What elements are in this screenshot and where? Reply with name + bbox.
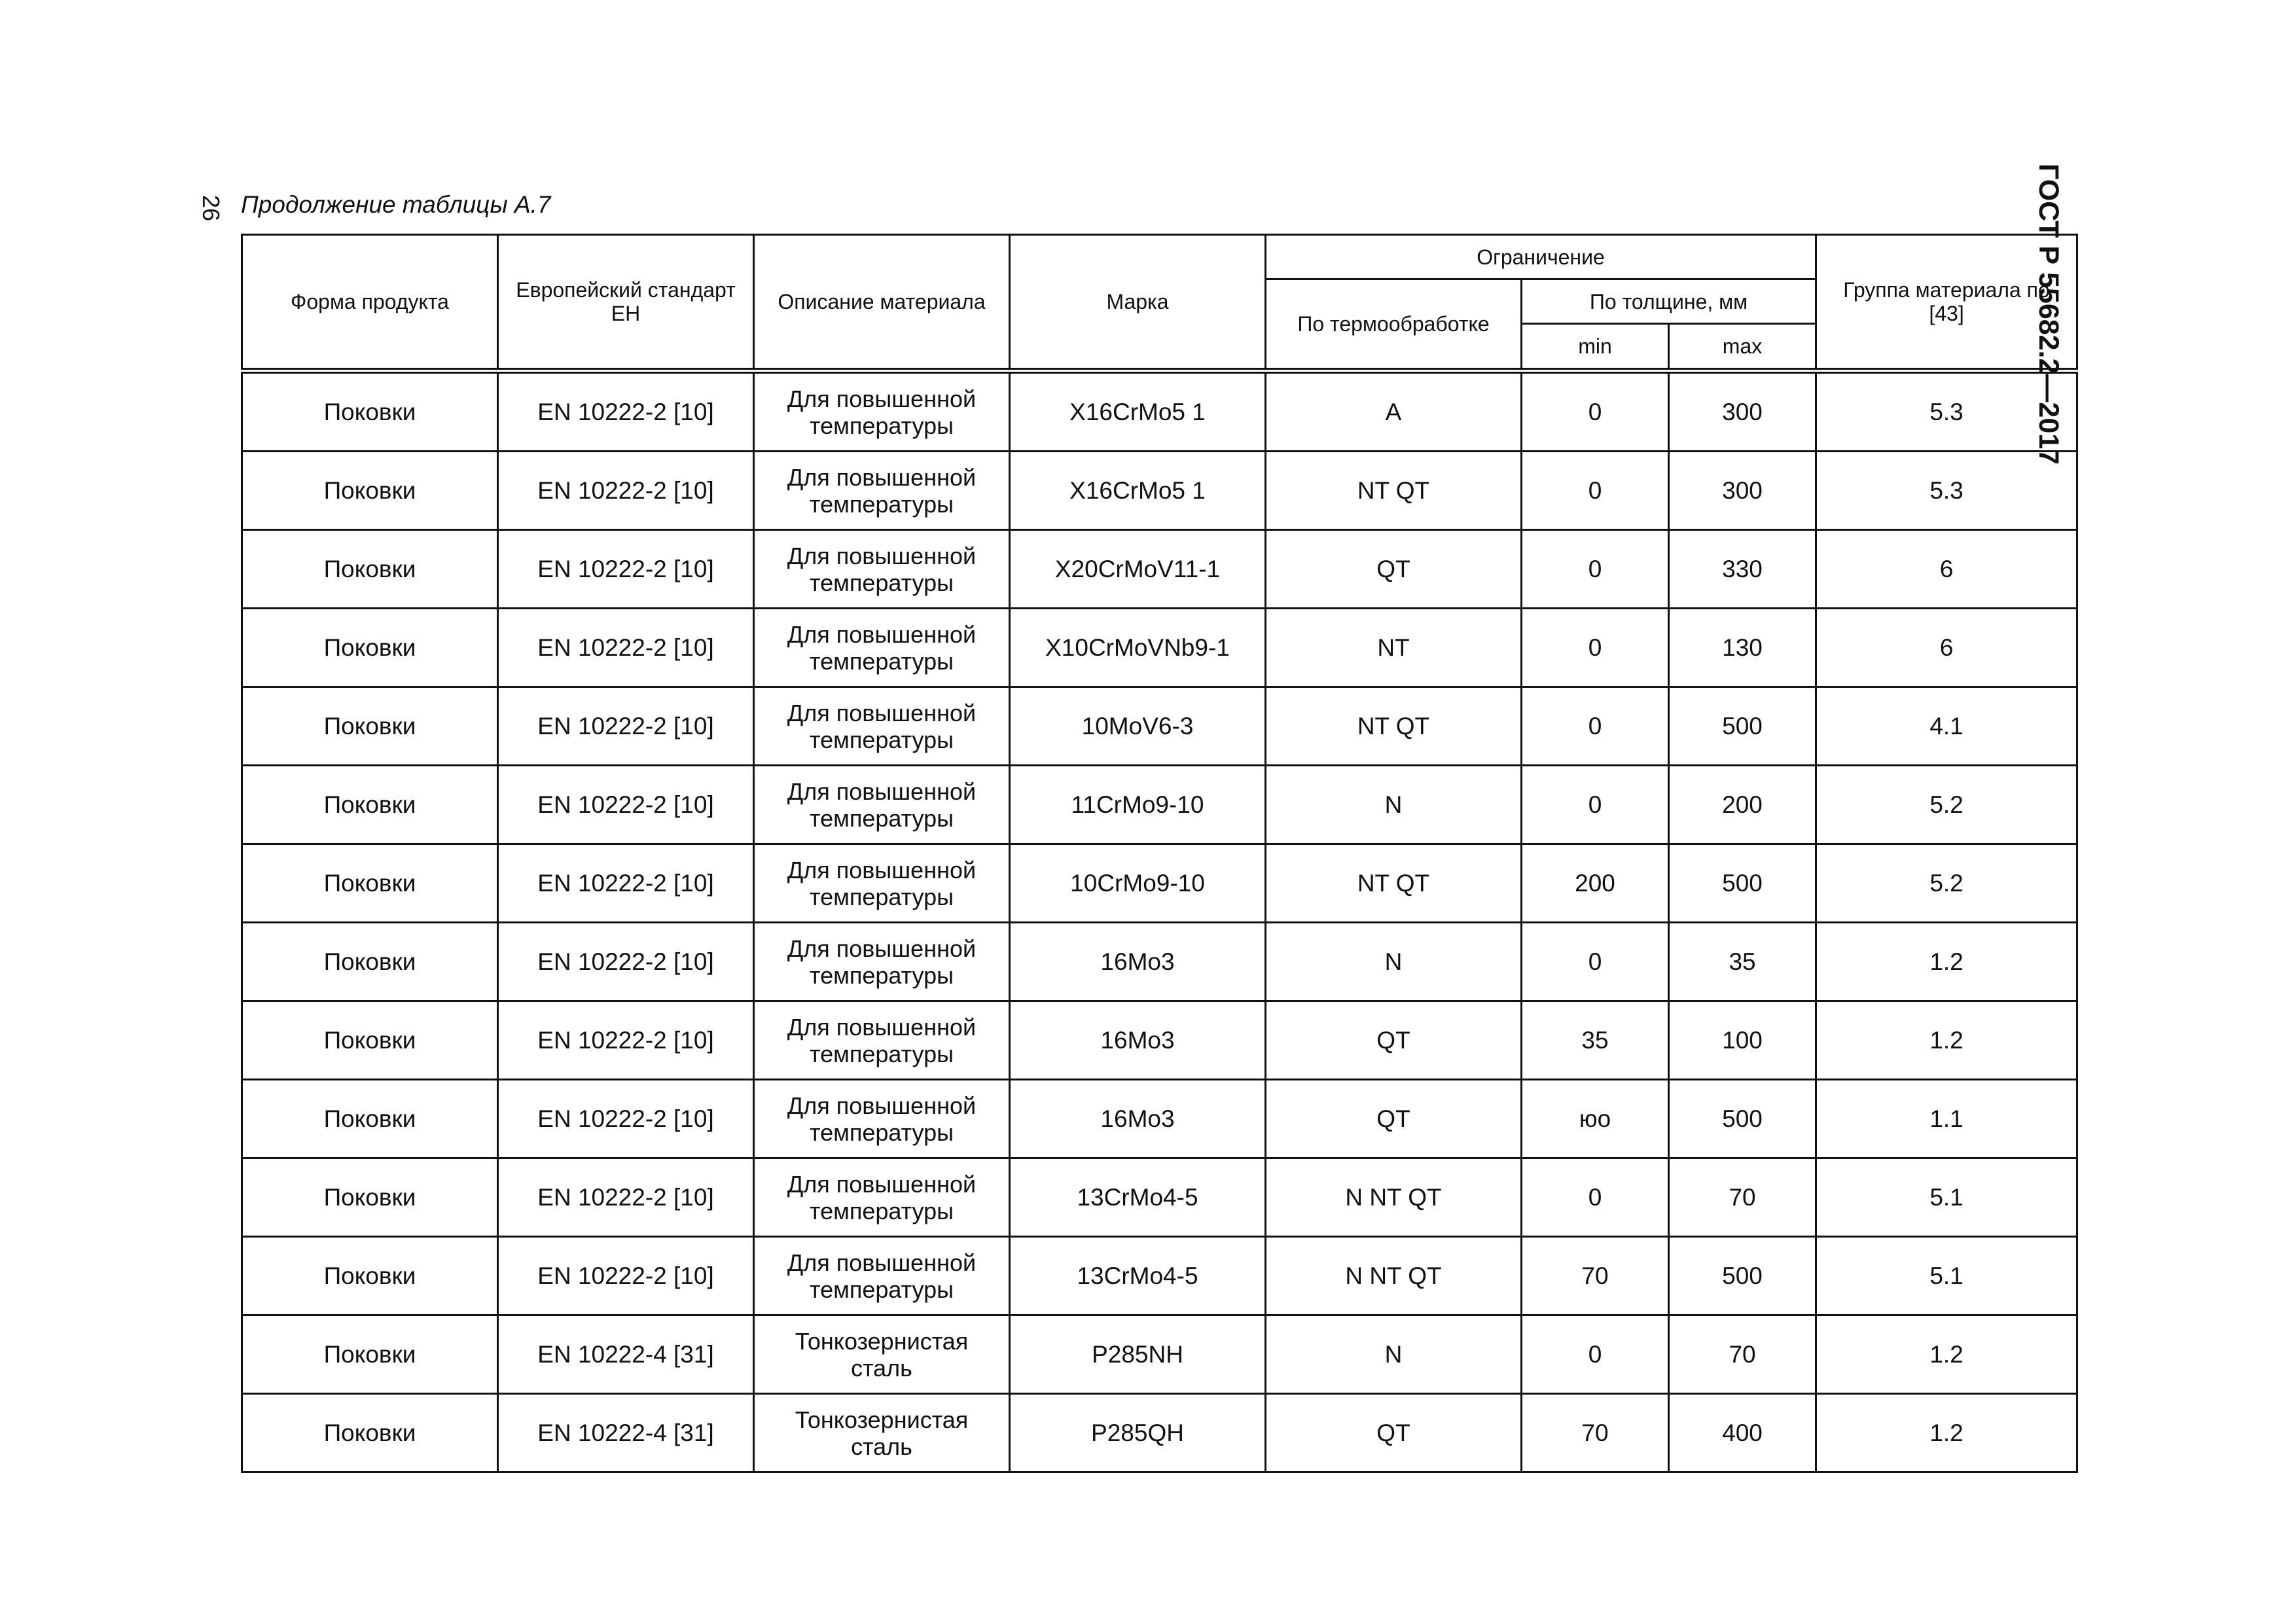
cell-thickness-max: 500 (1669, 687, 1816, 766)
cell-thickness-max: 35 (1669, 923, 1816, 1001)
cell-description: Для повышенной температуры (754, 452, 1010, 530)
cell-material-group: 6 (1816, 609, 2077, 687)
cell-product-form: Поковки (242, 609, 498, 687)
cell-product-form: Поковки (242, 766, 498, 844)
cell-material-group: 1.2 (1816, 1001, 2077, 1080)
table-row (242, 530, 2077, 609)
cell-description: Для повышенной температуры (754, 766, 1010, 844)
cell-description: Для повышенной температуры (754, 530, 1010, 609)
table-row (242, 844, 2077, 923)
cell-standard: EN 10222-4 [31] (498, 1315, 754, 1394)
cell-heat-treatment: A (1266, 371, 1522, 452)
header-material-description: Описание материала (754, 235, 1010, 371)
cell-thickness-min: 70 (1522, 1237, 1669, 1315)
cell-material-group: 1.2 (1816, 1394, 2077, 1472)
cell-heat-treatment: N NT QT (1266, 1237, 1522, 1315)
cell-heat-treatment: NT (1266, 609, 1522, 687)
cell-thickness-min: 0 (1522, 371, 1669, 452)
cell-description: Для повышенной температуры (754, 1001, 1010, 1080)
cell-thickness-max: 130 (1669, 609, 1816, 687)
header-limitation: Ограничение (1266, 235, 1816, 279)
cell-material-group: 1.2 (1816, 923, 2077, 1001)
cell-heat-treatment: N (1266, 923, 1522, 1001)
cell-description: Тонкозернистая сталь (754, 1394, 1010, 1472)
cell-heat-treatment: QT (1266, 1080, 1522, 1158)
cell-material-group: 4.1 (1816, 687, 2077, 766)
cell-description: Для повышенной температуры (754, 1237, 1010, 1315)
cell-heat-treatment: NT QT (1266, 844, 1522, 923)
table-row (242, 1237, 2077, 1315)
cell-description: Для повышенной температуры (754, 923, 1010, 1001)
cell-standard: EN 10222-4 [31] (498, 1394, 754, 1472)
cell-product-form: Поковки (242, 687, 498, 766)
header-by-thickness: По толщине, мм (1522, 279, 1816, 324)
cell-description: Для повышенной температуры (754, 609, 1010, 687)
header-max: max (1669, 324, 1816, 371)
cell-heat-treatment: QT (1266, 1394, 1522, 1472)
cell-thickness-max: 500 (1669, 1237, 1816, 1315)
cell-thickness-max: 200 (1669, 766, 1816, 844)
cell-product-form: Поковки (242, 1315, 498, 1394)
cell-description: Для повышенной температуры (754, 1080, 1010, 1158)
header-product-form: Форма продукта (242, 235, 498, 371)
cell-product-form: Поковки (242, 1237, 498, 1315)
cell-thickness-min: 0 (1522, 766, 1669, 844)
cell-grade: X20CrMoV11-1 (1010, 530, 1266, 609)
cell-product-form: Поковки (242, 1001, 498, 1080)
cell-grade: 16Mo3 (1010, 1001, 1266, 1080)
cell-heat-treatment: QT (1266, 530, 1522, 609)
cell-standard: EN 10222-2 [10] (498, 766, 754, 844)
cell-standard: EN 10222-2 [10] (498, 530, 754, 609)
cell-thickness-min: юо (1522, 1080, 1669, 1158)
cell-thickness-min: 35 (1522, 1001, 1669, 1080)
table-row (242, 687, 2077, 766)
cell-standard: EN 10222-2 [10] (498, 687, 754, 766)
cell-product-form: Поковки (242, 371, 498, 452)
cell-product-form: Поковки (242, 1394, 498, 1472)
table-row (242, 1315, 2077, 1394)
header-by-heat-treatment: По термообработке (1266, 279, 1522, 371)
cell-description: Для повышенной температуры (754, 371, 1010, 452)
cell-description: Для повышенной температуры (754, 687, 1010, 766)
cell-standard: EN 10222-2 [10] (498, 609, 754, 687)
cell-material-group: 1.1 (1816, 1080, 2077, 1158)
cell-standard: EN 10222-2 [10] (498, 1237, 754, 1315)
cell-material-group: 6 (1816, 530, 2077, 609)
cell-thickness-min: 0 (1522, 609, 1669, 687)
table-row (242, 1158, 2077, 1237)
cell-thickness-min: 0 (1522, 923, 1669, 1001)
cell-thickness-max: 500 (1669, 1080, 1816, 1158)
table-row (242, 371, 2077, 452)
cell-product-form: Поковки (242, 923, 498, 1001)
cell-product-form: Поковки (242, 452, 498, 530)
cell-grade: X10CrMoVNb9-1 (1010, 609, 1266, 687)
cell-standard: EN 10222-2 [10] (498, 1001, 754, 1080)
cell-material-group: 5.2 (1816, 844, 2077, 923)
cell-standard: EN 10222-2 [10] (498, 844, 754, 923)
cell-standard: EN 10222-2 [10] (498, 452, 754, 530)
cell-product-form: Поковки (242, 1158, 498, 1237)
materials-table (241, 234, 2078, 1473)
table-body (242, 371, 2077, 1472)
cell-thickness-max: 300 (1669, 452, 1816, 530)
cell-thickness-max: 300 (1669, 371, 1816, 452)
cell-material-group: 5.1 (1816, 1158, 2077, 1237)
cell-thickness-min: 0 (1522, 452, 1669, 530)
cell-standard: EN 10222-2 [10] (498, 1158, 754, 1237)
header-min: min (1522, 324, 1669, 371)
cell-material-group: 5.1 (1816, 1237, 2077, 1315)
cell-thickness-max: 330 (1669, 530, 1816, 609)
table-row (242, 609, 2077, 687)
cell-description: Тонкозернистая сталь (754, 1315, 1010, 1394)
page-number: 26 (198, 194, 224, 222)
cell-material-group: 5.3 (1816, 452, 2077, 530)
cell-thickness-min: 200 (1522, 844, 1669, 923)
table-row (242, 452, 2077, 530)
header-grade: Марка (1010, 235, 1266, 371)
cell-heat-treatment: NT QT (1266, 452, 1522, 530)
cell-thickness-min: 0 (1522, 1158, 1669, 1237)
cell-standard: EN 10222-2 [10] (498, 371, 754, 452)
cell-heat-treatment: NT QT (1266, 687, 1522, 766)
cell-description: Для повышенной температуры (754, 1158, 1010, 1237)
cell-thickness-min: 0 (1522, 687, 1669, 766)
table-row (242, 1080, 2077, 1158)
cell-thickness-max: 400 (1669, 1394, 1816, 1472)
header-material-group: Группа материала по [43] (1816, 235, 2077, 371)
cell-thickness-min: 0 (1522, 530, 1669, 609)
table-row (242, 923, 2077, 1001)
cell-thickness-max: 70 (1669, 1158, 1816, 1237)
cell-grade: X16CrMo5 1 (1010, 371, 1266, 452)
cell-grade: 13CrMo4-5 (1010, 1237, 1266, 1315)
cell-grade: 11CrMo9-10 (1010, 766, 1266, 844)
cell-heat-treatment: QT (1266, 1001, 1522, 1080)
cell-thickness-min: 0 (1522, 1315, 1669, 1394)
cell-thickness-max: 70 (1669, 1315, 1816, 1394)
cell-thickness-min: 70 (1522, 1394, 1669, 1472)
cell-heat-treatment: N NT QT (1266, 1158, 1522, 1237)
cell-material-group: 5.2 (1816, 766, 2077, 844)
table-row (242, 1001, 2077, 1080)
cell-grade: 16Mo3 (1010, 923, 1266, 1001)
cell-grade: P285NH (1010, 1315, 1266, 1394)
cell-grade: 10CrMo9-10 (1010, 844, 1266, 923)
cell-grade: 10MoV6-3 (1010, 687, 1266, 766)
cell-material-group: 1.2 (1816, 1315, 2077, 1394)
cell-heat-treatment: N (1266, 1315, 1522, 1394)
table-caption: Продолжение таблицы А.7 (241, 191, 551, 218)
document-code: ГОСТ Р 55682.2—2017 (2033, 163, 2064, 465)
cell-description: Для повышенной температуры (754, 844, 1010, 923)
cell-grade: 16Mo3 (1010, 1080, 1266, 1158)
cell-material-group: 5.3 (1816, 371, 2077, 452)
cell-product-form: Поковки (242, 1080, 498, 1158)
cell-thickness-max: 500 (1669, 844, 1816, 923)
header-european-standard: Европейский стандарт ЕН (498, 235, 754, 371)
table-row (242, 766, 2077, 844)
cell-product-form: Поковки (242, 844, 498, 923)
cell-thickness-max: 100 (1669, 1001, 1816, 1080)
cell-grade: 13CrMo4-5 (1010, 1158, 1266, 1237)
cell-heat-treatment: N (1266, 766, 1522, 844)
cell-standard: EN 10222-2 [10] (498, 923, 754, 1001)
table-row (242, 1394, 2077, 1472)
cell-standard: EN 10222-2 [10] (498, 1080, 754, 1158)
cell-grade: X16CrMo5 1 (1010, 452, 1266, 530)
cell-grade: P285QH (1010, 1394, 1266, 1472)
cell-product-form: Поковки (242, 530, 498, 609)
